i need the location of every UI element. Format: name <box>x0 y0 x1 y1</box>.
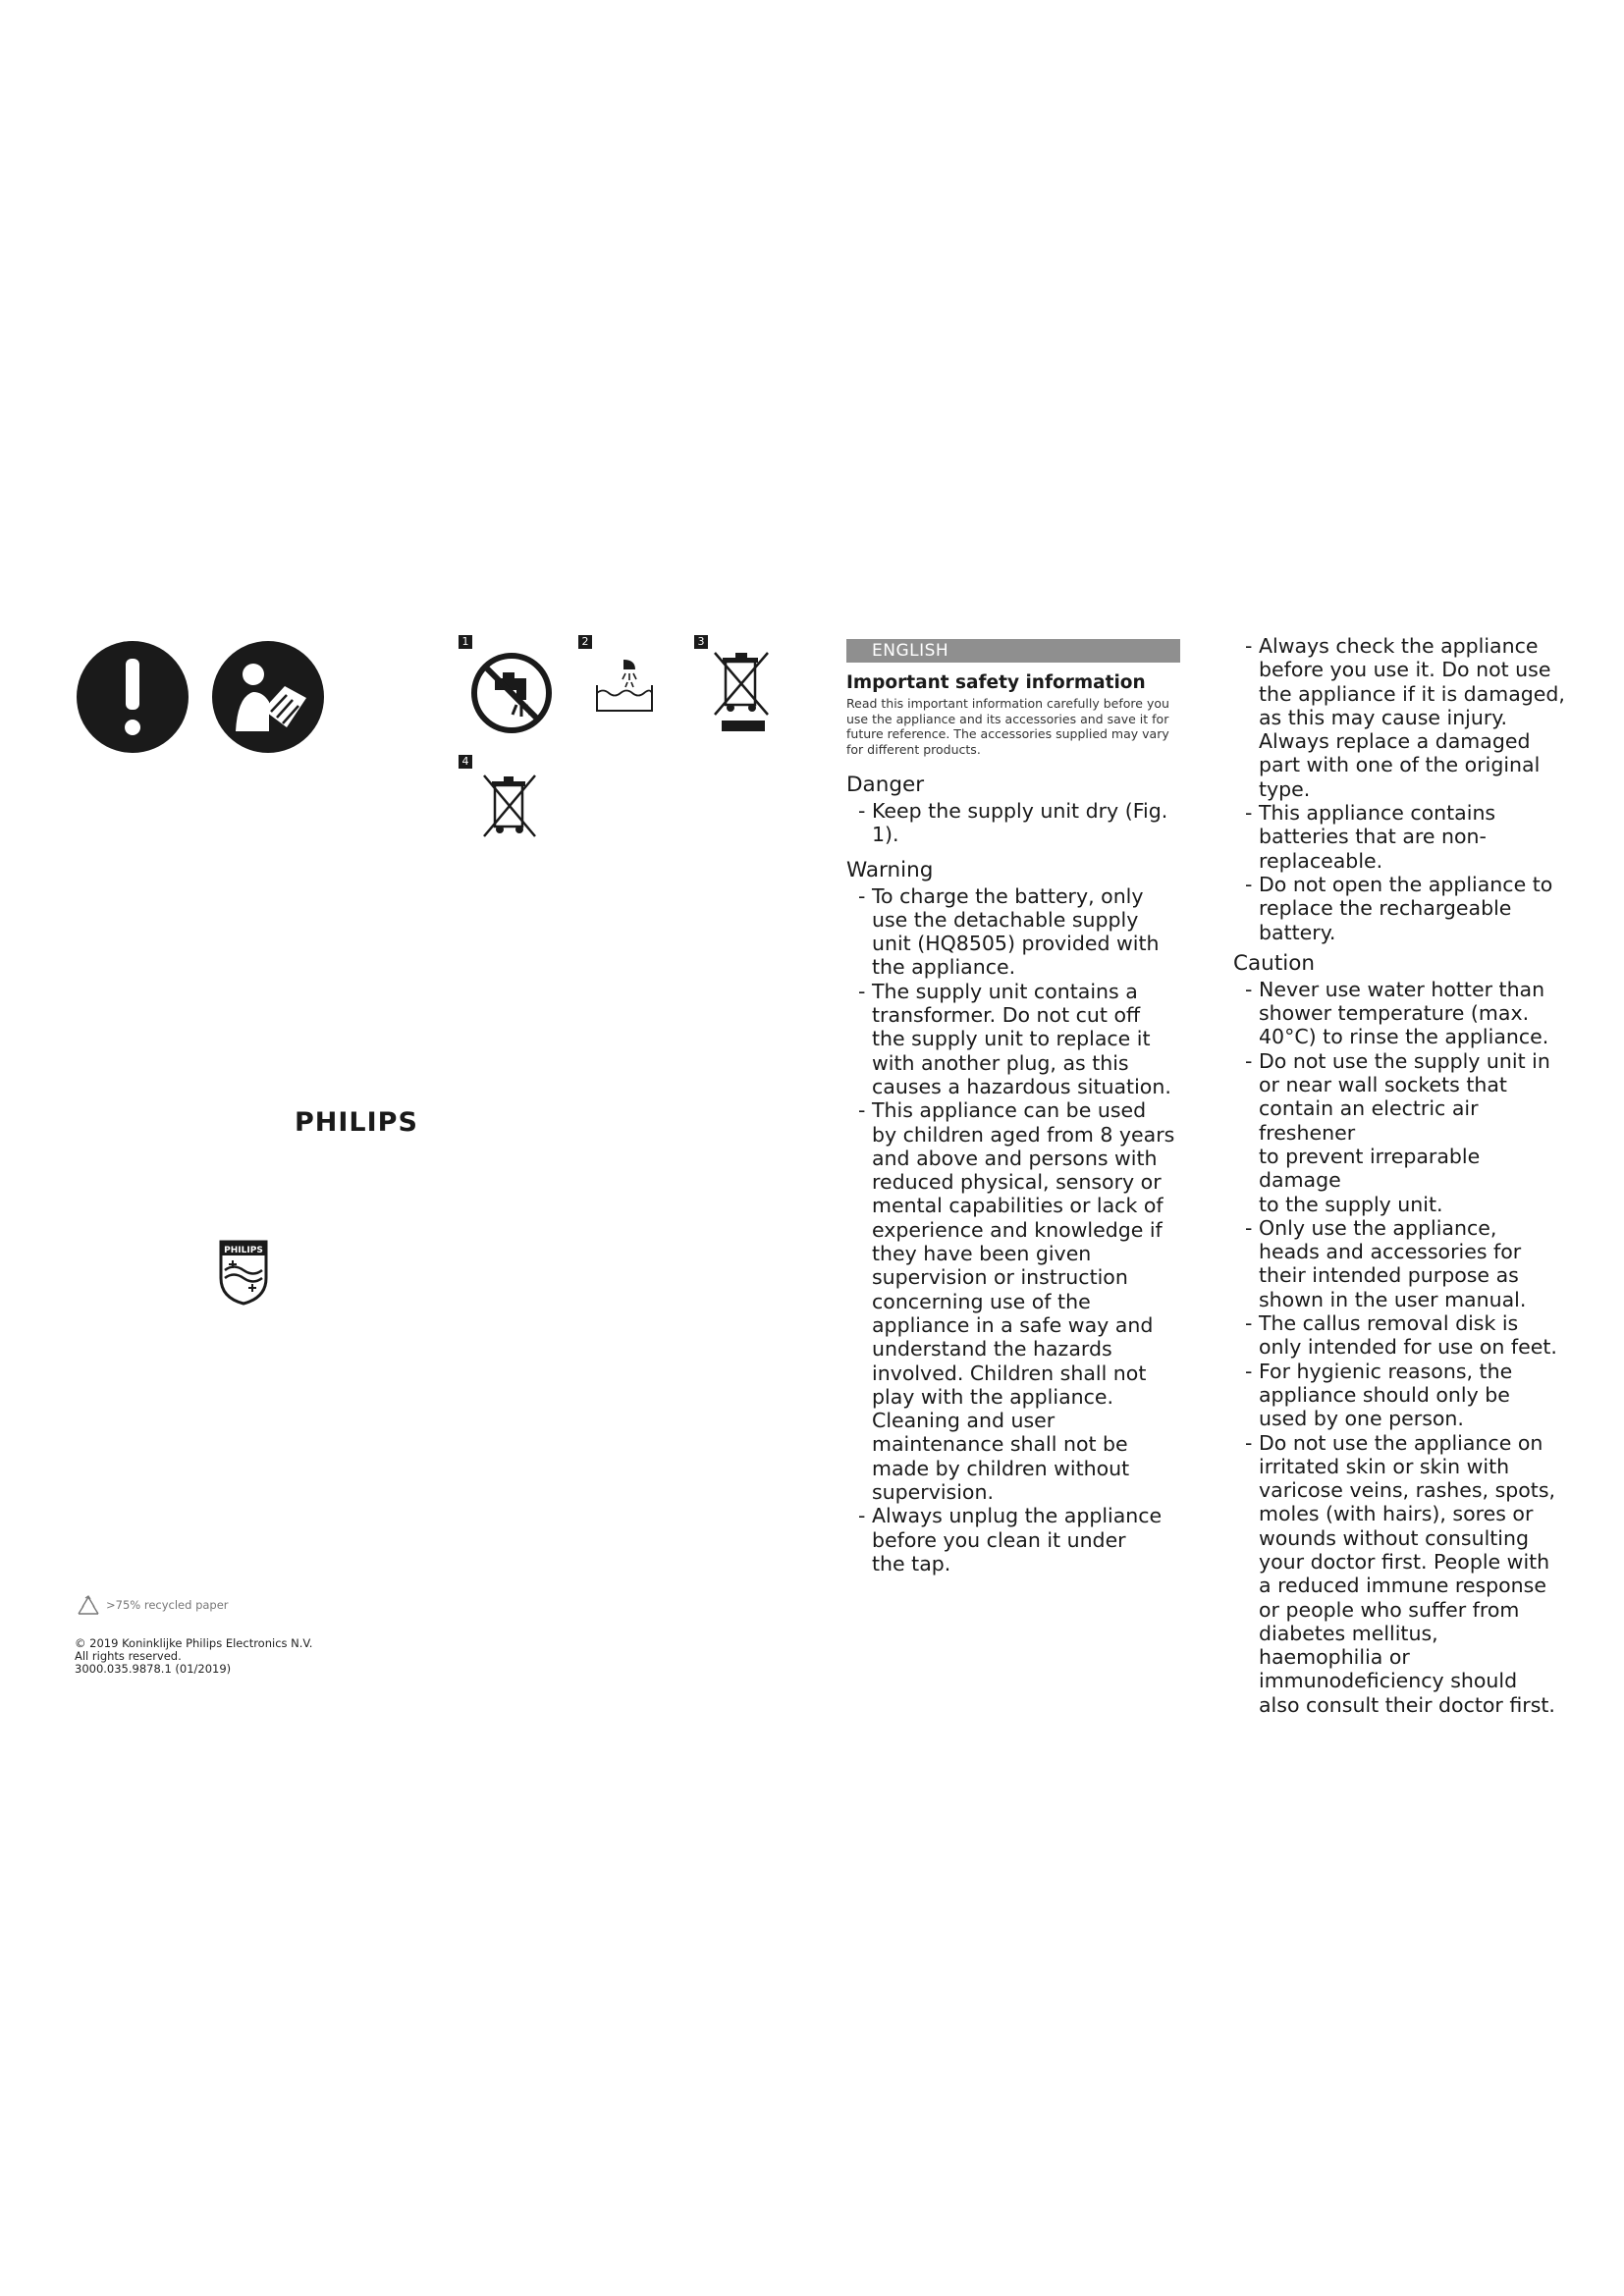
svg-text:PHILIPS: PHILIPS <box>224 1246 263 1255</box>
read-manual-icon <box>212 641 324 753</box>
no-water-tap-icon <box>469 651 554 739</box>
exclamation-warning-icon <box>77 641 189 753</box>
caution-list <box>1233 978 1567 1717</box>
figure-number: 1 <box>459 635 472 649</box>
copyright: © 2019 Koninklijke Philips Electronics N.V. <box>75 1636 313 1650</box>
brand-wordmark: PHILIPS <box>295 1107 418 1138</box>
list-item: - To charge the battery, only use the detachable supply unit (HQ8505) provided with the appliance. <box>858 883 1160 980</box>
list-item: - The supply unit contains a transformer. Do not cut off the supply unit to replace it with another plug, as this causes a hazardous situation. <box>858 979 1171 1098</box>
danger-list <box>846 799 1190 847</box>
figure-number: 4 <box>459 755 472 769</box>
danger-title: Danger <box>846 773 925 797</box>
crossed-bin-battery-icon <box>712 648 773 736</box>
list-item: - Do not open the appliance to replace the rechargeable battery. <box>1245 872 1553 944</box>
list-item: - For hygienic reasons, the appliance should only be used by one person. <box>1245 1359 1513 1431</box>
philips-shield-logo <box>218 1239 269 1309</box>
warning-list <box>846 884 1190 1576</box>
list-item: - Do not use the appliance on irritated skin or skin with varicose veins, rashes, spots, moles (with hairs), sores or wounds without consulting your doctor first. People with a reduced immune response or people who suffer from diabetes mellitus, haemophilia or immunodeficiency should also consult their doctor first. <box>1245 1430 1556 1717</box>
shower-rinse-icon <box>594 656 655 719</box>
safety-intro: Read this important information carefully before you use the appliance and its accessories and save it for future reference. The accessories supplied may vary for different products. <box>846 696 1169 757</box>
document-code: 3000.035.9878.1 (01/2019) <box>75 1662 232 1676</box>
recycle-icon <box>75 1594 102 1624</box>
list-item: - Keep the supply unit dry (Fig. 1). <box>858 799 1168 847</box>
language-header: ENGLISH <box>846 639 1180 663</box>
safety-heading: Important safety information <box>846 672 1146 693</box>
figure-number: 3 <box>694 635 708 649</box>
crossed-bin-icon <box>481 772 538 844</box>
list-item: - Never use water hotter than shower temperature (max. 40°C) to rinse the appliance. <box>1245 977 1549 1049</box>
warning-continued-section <box>1233 634 1567 1717</box>
rights-reserved: All rights reserved. <box>75 1649 182 1663</box>
list-item: - Only use the appliance, heads and accessories for their intended purpose as shown in the user manual. <box>1245 1215 1527 1311</box>
caution-title: Caution <box>1233 950 1315 976</box>
recycled-paper-note: >75% recycled paper <box>106 1598 229 1612</box>
warning-title: Warning <box>846 857 934 882</box>
list-item: - Always unplug the appliance before you clean it under the tap. <box>858 1504 1163 1575</box>
figure-number: 2 <box>578 635 592 649</box>
list-item: - Do not use the supply unit in or near wall sockets that contain an electric air freshener to prevent irreparable damage to the supply unit. <box>1245 1048 1550 1216</box>
list-item: - The callus removal disk is only intended for use on feet. <box>1245 1311 1557 1360</box>
warning-continued-list <box>1233 634 1567 944</box>
list-item: - This appliance contains batteries that are non- replaceable. <box>1245 801 1496 873</box>
list-item: - Always check the appliance before you use it. Do not use the appliance if it is damaged, as this may cause injury. Always replace a damaged part with one of the original type. <box>1245 634 1565 801</box>
list-item: - This appliance can be used by children aged from 8 years and above and persons with reduced physical, sensory or mental capabilities or lack of experience and knowledge if they have been given supervision or instruction concerning use of the appliance in a safe way and understand the hazards involved. Children shall not play with the appliance. Cleaning and user maintenance shall not be made by children without supervision. <box>858 1098 1175 1505</box>
danger-section <box>846 772 1190 1575</box>
